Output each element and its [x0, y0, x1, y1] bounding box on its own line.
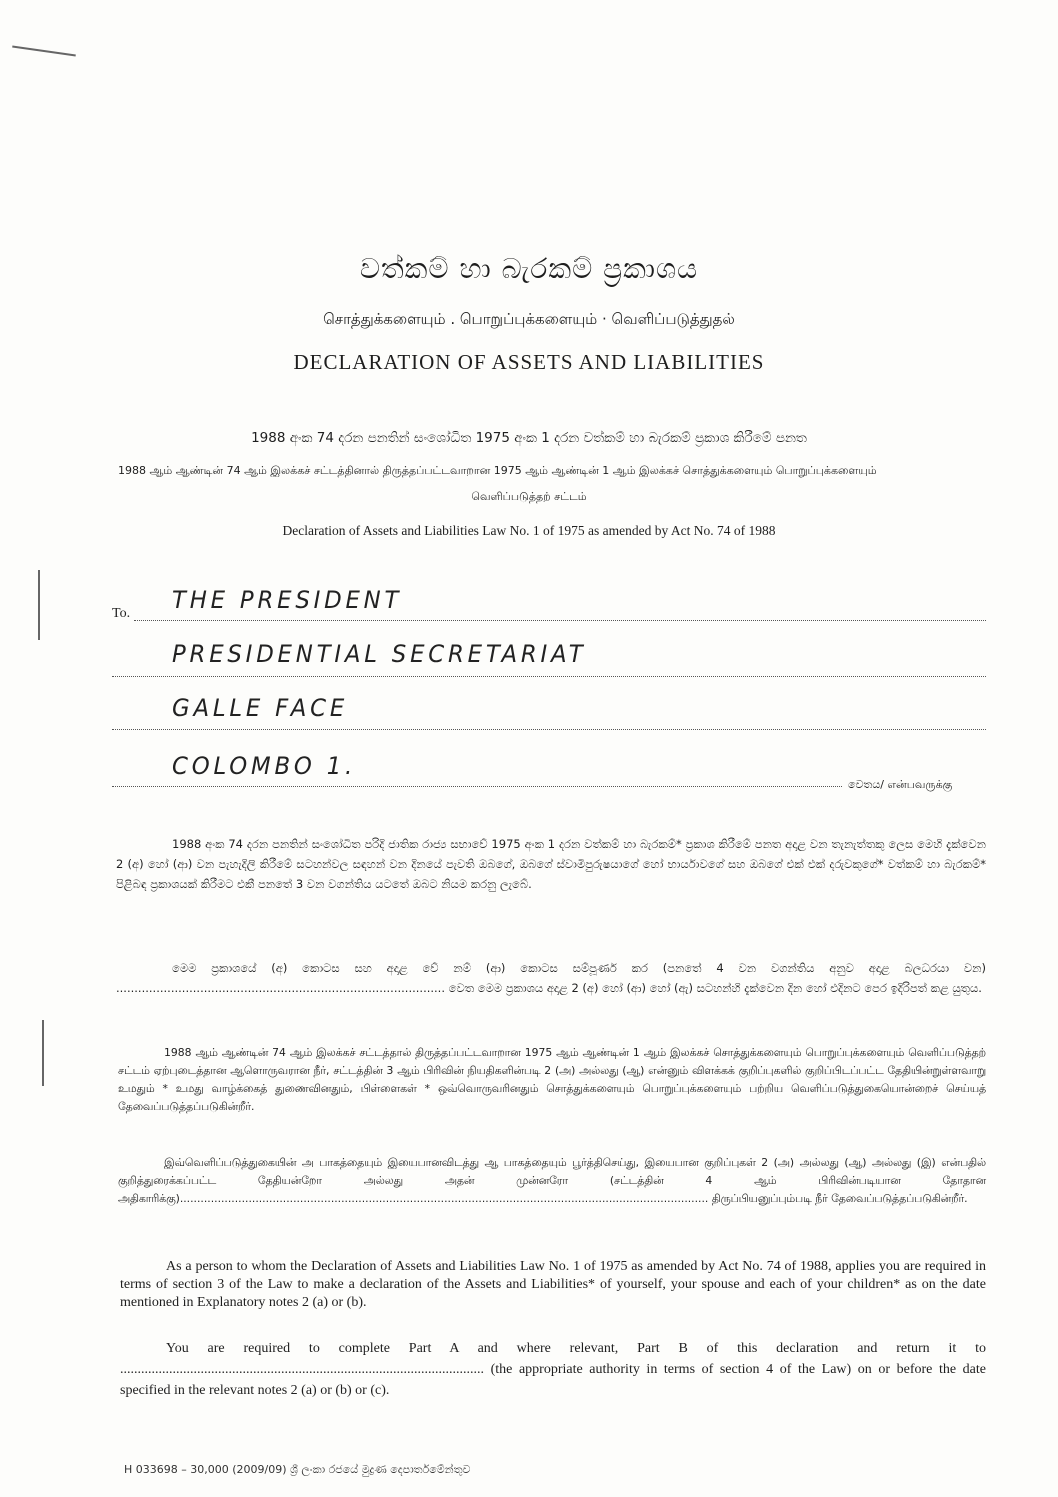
sinhala-paragraph-2: මෙම ප්‍රකාශයේ (අ) කොටස සහ අදාළ වේ නම් (ආ) කොටස සම්පූර්ණ කර (පනතේ 4 වන වගන්තිය අනුව අදාළ බලධරයා වන) .......................................................................................... වෙත මෙම ප්‍රකාශය අදාළ 2 (අ) හෝ (ආ) හෝ (ඇ) සටහන්හි දැක්වෙන දින හෝ එදිනට පෙර ඉදිරිපත් කළ යුතුය.	[116, 961, 986, 995]
print-footer: H 033698 – 30,000 (2009/09) ශ්‍රී ලංකා රජයේ මුද්‍රණ දෙපාර්තමේන්තුව	[124, 1463, 471, 1476]
sinhala-paragraph-1: 1988 අංක 74 දරන පනතින් සංශෝධිත පරිදි ජාතික රාජ්‍ය සභාවේ 1975 අංක 1 දරන වත්කම් හා බැරකම්* ප්‍රකාශ කිරීමේ පනත අදාළ වන තැනැත්තකු ලෙස මෙහි දැක්වෙන 2 (අ) හෝ (ආ) වන පැහැදිලි කිරීමේ සටහන්වල සඳහන් වන දිනයේ පැවති ඔබගේ, ඔබගේ ස්වාමිපුරුෂයාගේ හෝ භාර්යාවගේ සහ ඔබගේ එක් එක් දරුවකුගේ* වත්කම් හා බැරකම්* පිළිබඳ ප්‍රකාශයක් කිරීමට එකී පනතේ 3 වන වගන්තිය යටතේ ඔබට නියම කරනු ලැබේ.	[116, 837, 986, 891]
law-reference-sinhala: 1988 අංක 74 දරන පනතින් සංශෝධිත 1975 අංක 1 දරන වත්කම් හා බැරකම් ප්‍රකාශ කිරීමේ පනත	[251, 430, 807, 446]
address-line-2[interactable]: PRESIDENTIAL SECRETARIAT	[172, 640, 587, 668]
title-sinhala: වත්කම් හා බැරකම් ප්‍රකාශය	[359, 252, 699, 285]
address-line-1-rule	[134, 620, 986, 621]
tamil-paragraph-1: 1988 ஆம் ஆண்டின் 74 ஆம் இலக்கச் சட்டத்தால் திருத்தப்பட்டவாறான 1975 ஆம் ஆண்டின் 1 ஆம் இலக்கச் சொத்துக்களையும் பொறுப்புக்களையும் வெளிப்படுத்தற் சட்டம் ஏற்புடைத்தான ஆளொருவரான நீர், சட்டத்தின் 3 ஆம் பிரிவின் நியதிகளின்படி 2 (அ) அல்லது (ஆ) என்னும் விளக்கக் குறிப்புகளில் குறிப்பிடப்பட்ட தேதியின்றுள்ளவாறு உமதும் * உமது வாழ்க்கைத் துணைவினதும், பிள்ளைகள் * ஒவ்வொருவரினதும் சொத்துக்களையும் பொறுப்புக்களையும் பற்றிய வெளிப்படுத்துகையொன்றைச் செய்யத் தேவைப்படுத்தப்படுகின்றீர்.	[118, 1046, 986, 1113]
law-reference-tamil-line2: வெளிப்படுத்தற் சட்டம்	[471, 490, 587, 503]
law-reference-tamil-line1: 1988 ஆம் ஆண்டின் 74 ஆம் இலக்கச் சட்டத்தினால் திருத்தப்பட்டவாறான 1975 ஆம் ஆண்டின் 1 ஆம் இலக்கச் சொத்துக்களையும் பொறுப்புக்களையும்	[118, 464, 877, 477]
margin-mark-lower	[42, 1020, 44, 1086]
address-line-4[interactable]: COLOMBO 1.	[172, 752, 357, 780]
english-paragraph-1: As a person to whom the Declaration of Assets and Liabilities Law No. 1 of 1975 as amended by Act No. 74 of 1988, applies you are required in terms of section 3 of the Law to make a declaration of the Assets and Liabilities* of yourself, your spouse and each of your children* as on the date mentioned in Explanatory notes 2 (a) or (b).	[120, 1259, 986, 1310]
title-english: DECLARATION OF ASSETS AND LIABILITIES	[293, 350, 765, 374]
tamil-paragraph-2: இவ்வெளிப்படுத்துகையின் அ பாகத்தையும் இயைபானவிடத்து ஆ பாகத்தையும் பூர்த்திசெய்து, இயைபான குறிப்புகள் 2 (அ) அல்லது (ஆ) அல்லது (இ) என்பதில் குறித்துரைக்கப்பட்ட தேதியன்றோ அல்லது அதன் முன்னரோ (சட்டத்தின் 4 ஆம் பிரிவின்படியான தோதான அதிகாரிக்கு).......................................................................................................................................................... திருப்பியனுப்பும்படி நீர் தேவைப்படுத்தப்படுகின்றீர்.	[118, 1156, 986, 1205]
address-line-4-rule	[112, 786, 842, 787]
address-line-3[interactable]: GALLE FACE	[172, 694, 349, 722]
address-line-3-rule	[112, 729, 986, 730]
title-tamil: சொத்துக்களையும் . பொறுப்புக்களையும் · வெளிப்படுத்துதல்	[323, 310, 735, 328]
law-reference-english: Declaration of Assets and Liabilities Law No. 1 of 1975 as amended by Act No. 74 of 1988	[282, 523, 776, 538]
to-label: To.	[112, 606, 131, 621]
english-paragraph-2: You are required to complete Part A and where relevant, Part B of this declaration and return it to ........................................................................................................ (the appropriate authority in terms of section 4 of the Law) on or before the date specified in the relevant notes 2 (a) or (b) or (c).	[120, 1341, 986, 1398]
margin-mark-top	[12, 46, 76, 57]
address-line-2-rule	[112, 676, 986, 677]
address-line-1[interactable]: THE PRESIDENT	[172, 586, 403, 614]
address-suffix: වෙතය/ என்பவருக்கு	[848, 778, 953, 791]
margin-mark-middle	[38, 570, 40, 640]
